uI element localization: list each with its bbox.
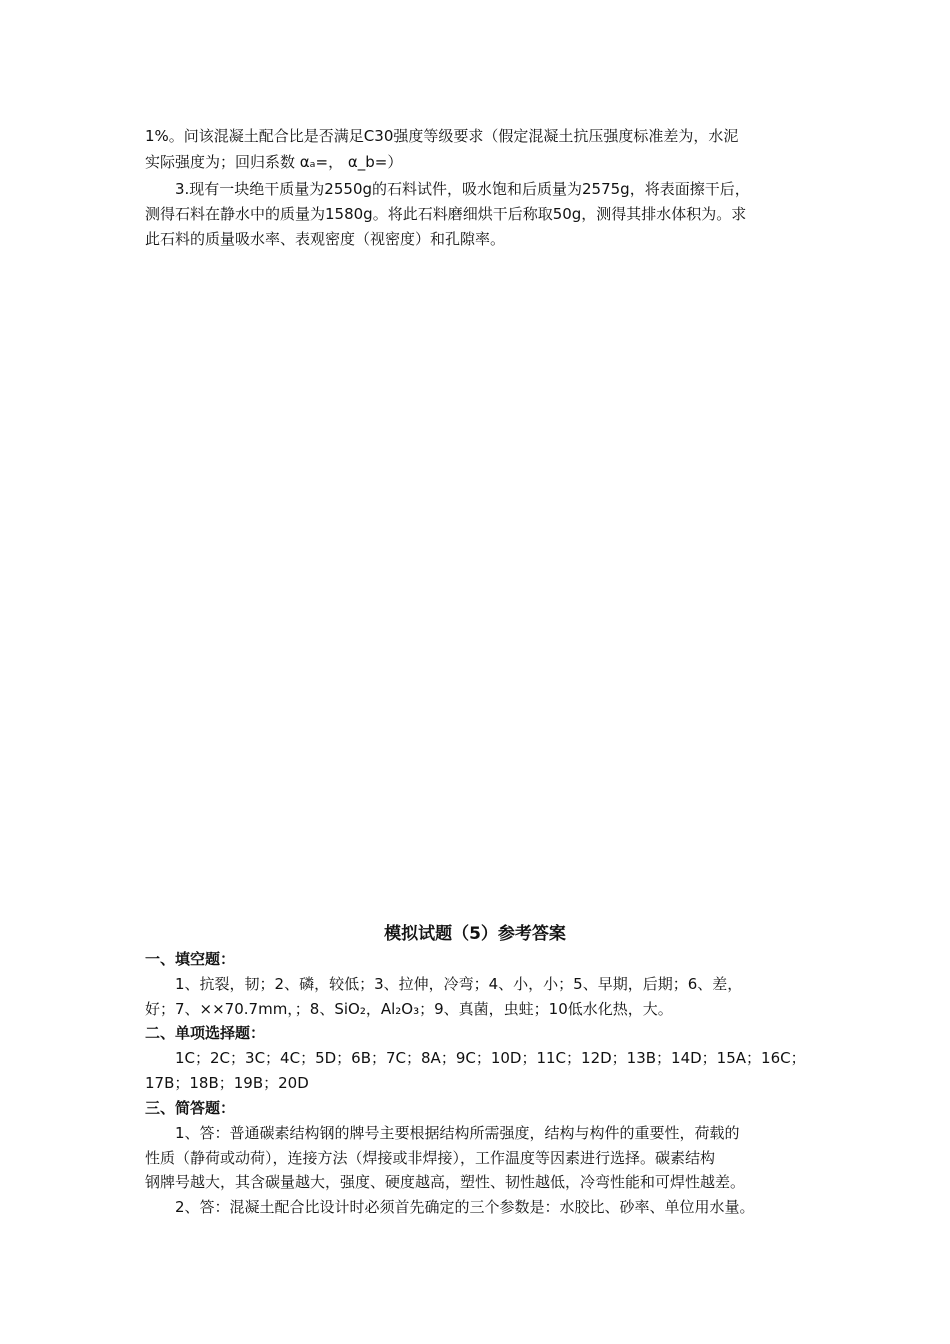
short-answer-heading: 三、简答题： [145,1099,236,1117]
fill-blank-line-2: 好；7、××70.7mm，；8、SiO₂，Al₂O₃；9、真菌，虫蛀；10低水化热，大。 [145,1000,673,1018]
single-choice-heading: 二、单项选择题： [145,1024,266,1042]
single-choice-line-1: 1C；2C；3C；4C；5D；6B；7C；8A；9C；10D；11C；12D；13B；14D；15A；16C； [175,1049,806,1067]
question-3-line-1: 3.现有一块绝干质量为2550g的石料试件，吸水饱和后质量为2575g，将表面擦干后， [175,180,750,198]
short-answer-1-line-1: 1、答：普通碳素结构钢的牌号主要根据结构所需强度，结构与构件的重要性，荷载的 [175,1124,740,1142]
short-answer-1-line-3: 钢牌号越大，其含碳量越大，强度、硬度越高，塑性、韧性越低，冷弯性能和可焊性越差。 [145,1173,746,1191]
answer-title: 模拟试题（5）参考答案 [384,924,566,944]
fill-blank-heading: 一、填空题： [145,950,236,968]
short-answer-1-line-2: 性质（静荷或动荷），连接方法（焊接或非焊接），工作温度等因素进行选择。碳素结构 [145,1149,716,1167]
short-answer-2-line-1: 2、答：混凝土配合比设计时必须首先确定的三个参数是：水胶比、砂率、单位用水量。 [175,1198,755,1216]
question-3-line-2: 测得石料在静水中的质量为1580g。将此石料磨细烘干后称取50g，测得其排水体积为。求 [145,205,747,223]
single-choice-line-2: 17B；18B；19B；20D [145,1074,309,1092]
question-3-line-3: 此石料的质量吸水率、表观密度（视密度）和孔隙率。 [145,230,506,248]
fill-blank-line-1: 1、抗裂，韧；2、磷，较低；3、拉伸，冷弯；4、小，小；5、早期，后期；6、差， [175,975,743,993]
question-line-1: 1%。问该混凝土配合比是否满足C30强度等级要求（假定混凝土抗压强度标准差为，水泥 [145,127,739,145]
question-line-2: 实际强度为；回归系数 αₐ=， α_b=） [145,153,403,171]
